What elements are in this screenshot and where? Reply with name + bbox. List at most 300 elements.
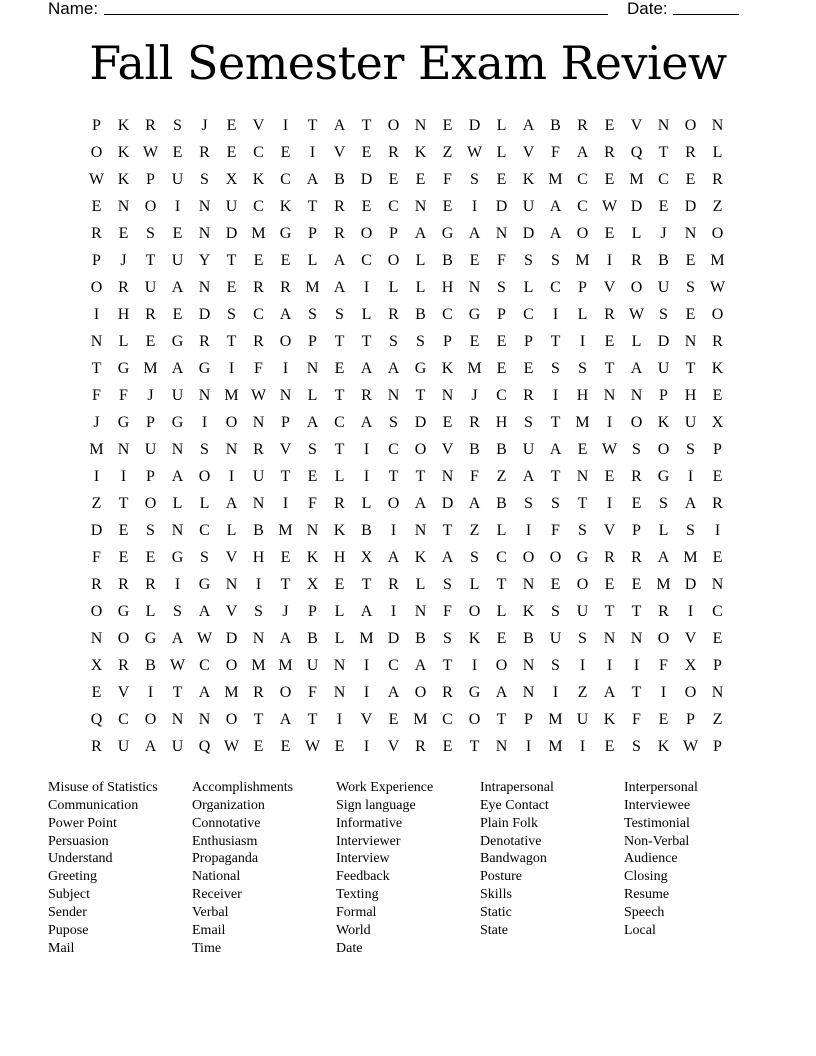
grid-letter[interactable]: I xyxy=(93,305,100,323)
grid-letter[interactable]: A xyxy=(522,116,535,134)
grid-letter[interactable]: I xyxy=(471,197,478,215)
grid-letter[interactable]: C xyxy=(712,602,723,620)
grid-letter[interactable]: E xyxy=(712,629,723,647)
grid-letter[interactable]: F xyxy=(551,143,560,161)
grid-letter[interactable]: L xyxy=(496,116,507,134)
grid-letter[interactable]: I xyxy=(579,332,586,350)
grid-letter[interactable]: T xyxy=(361,575,372,593)
grid-letter[interactable]: O xyxy=(495,656,508,674)
grid-letter[interactable]: W xyxy=(169,656,186,674)
grid-letter[interactable]: E xyxy=(604,224,615,242)
grid-letter[interactable]: A xyxy=(387,683,400,701)
grid-letter[interactable]: N xyxy=(522,656,535,674)
grid-letter[interactable]: R xyxy=(91,737,102,755)
grid-letter[interactable]: A xyxy=(198,683,211,701)
grid-letter[interactable]: O xyxy=(225,413,238,431)
grid-letter[interactable]: T xyxy=(550,467,561,485)
grid-letter[interactable]: A xyxy=(171,467,184,485)
grid-letter[interactable]: F xyxy=(308,683,317,701)
grid-letter[interactable]: X xyxy=(711,413,724,431)
grid-letter[interactable]: P xyxy=(713,440,722,458)
grid-letter[interactable]: I xyxy=(282,116,289,134)
grid-letter[interactable]: Z xyxy=(442,143,453,161)
grid-letter[interactable]: S xyxy=(551,656,560,674)
grid-letter[interactable]: G xyxy=(198,359,211,377)
grid-letter[interactable]: B xyxy=(523,629,534,647)
grid-letter[interactable]: T xyxy=(361,116,372,134)
grid-letter[interactable]: F xyxy=(659,656,668,674)
grid-letter[interactable]: A xyxy=(279,305,292,323)
grid-letter[interactable]: K xyxy=(657,737,670,755)
grid-letter[interactable]: L xyxy=(415,278,426,296)
grid-letter[interactable]: E xyxy=(604,737,615,755)
grid-letter[interactable]: P xyxy=(146,413,155,431)
grid-letter[interactable]: R xyxy=(604,143,615,161)
grid-letter[interactable]: N xyxy=(495,224,508,242)
grid-letter[interactable]: E xyxy=(334,737,345,755)
grid-letter[interactable]: S xyxy=(470,548,479,566)
grid-letter[interactable]: S xyxy=(524,413,533,431)
grid-letter[interactable]: E xyxy=(280,548,291,566)
grid-letter[interactable]: C xyxy=(253,305,264,323)
grid-letter[interactable]: L xyxy=(334,467,345,485)
grid-letter[interactable]: S xyxy=(416,332,425,350)
grid-letter[interactable]: T xyxy=(550,413,561,431)
grid-letter[interactable]: S xyxy=(200,548,209,566)
grid-letter[interactable]: N xyxy=(441,467,454,485)
grid-letter[interactable]: R xyxy=(253,440,264,458)
grid-letter[interactable]: J xyxy=(93,413,100,431)
grid-letter[interactable]: E xyxy=(523,359,534,377)
grid-letter[interactable]: R xyxy=(388,575,399,593)
grid-letter[interactable]: O xyxy=(657,629,670,647)
grid-letter[interactable]: S xyxy=(686,440,695,458)
grid-letter[interactable]: B xyxy=(253,521,264,539)
grid-letter[interactable]: C xyxy=(388,197,399,215)
grid-letter[interactable]: V xyxy=(441,440,454,458)
grid-letter[interactable]: T xyxy=(307,197,318,215)
grid-letter[interactable]: L xyxy=(523,278,534,296)
grid-letter[interactable]: V xyxy=(603,521,616,539)
grid-letter[interactable]: P xyxy=(389,224,398,242)
grid-letter[interactable]: S xyxy=(578,359,587,377)
grid-letter[interactable]: A xyxy=(657,548,670,566)
grid-letter[interactable]: I xyxy=(606,494,613,512)
grid-letter[interactable]: V xyxy=(603,278,616,296)
grid-letter[interactable]: S xyxy=(551,494,560,512)
grid-letter[interactable]: P xyxy=(578,278,587,296)
grid-letter[interactable]: V xyxy=(684,629,697,647)
grid-letter[interactable]: W xyxy=(628,305,645,323)
grid-letter[interactable]: L xyxy=(496,602,507,620)
grid-letter[interactable]: N xyxy=(657,116,670,134)
grid-letter[interactable]: R xyxy=(118,575,129,593)
grid-letter[interactable]: I xyxy=(363,278,370,296)
grid-letter[interactable]: M xyxy=(413,710,428,728)
grid-letter[interactable]: V xyxy=(252,116,265,134)
grid-letter[interactable]: I xyxy=(552,305,559,323)
grid-letter[interactable]: J xyxy=(282,602,289,620)
grid-letter[interactable]: Z xyxy=(577,683,588,701)
grid-letter[interactable]: R xyxy=(199,143,210,161)
grid-letter[interactable]: E xyxy=(469,332,480,350)
grid-letter[interactable]: A xyxy=(306,413,319,431)
grid-letter[interactable]: P xyxy=(281,413,290,431)
grid-letter[interactable]: G xyxy=(117,602,130,620)
grid-letter[interactable]: W xyxy=(466,143,483,161)
grid-letter[interactable]: B xyxy=(361,521,372,539)
grid-letter[interactable]: X xyxy=(360,548,373,566)
grid-letter[interactable]: T xyxy=(172,683,183,701)
grid-letter[interactable]: A xyxy=(198,602,211,620)
grid-letter[interactable]: O xyxy=(414,683,427,701)
grid-letter[interactable]: S xyxy=(146,521,155,539)
grid-letter[interactable]: N xyxy=(684,332,697,350)
grid-letter[interactable]: S xyxy=(659,494,668,512)
grid-letter[interactable]: N xyxy=(711,683,724,701)
grid-letter[interactable]: I xyxy=(147,683,154,701)
grid-letter[interactable]: U xyxy=(144,278,157,296)
grid-letter[interactable]: N xyxy=(630,386,643,404)
grid-letter[interactable]: E xyxy=(496,332,507,350)
grid-letter[interactable]: I xyxy=(363,737,370,755)
grid-letter[interactable]: S xyxy=(470,170,479,188)
grid-letter[interactable]: E xyxy=(172,305,183,323)
grid-letter[interactable]: E xyxy=(388,170,399,188)
grid-letter[interactable]: M xyxy=(548,170,563,188)
grid-letter[interactable]: M xyxy=(629,170,644,188)
grid-letter[interactable]: N xyxy=(495,737,508,755)
grid-letter[interactable]: O xyxy=(387,494,400,512)
grid-letter[interactable]: N xyxy=(252,629,265,647)
grid-letter[interactable]: T xyxy=(415,467,426,485)
grid-letter[interactable]: C xyxy=(442,305,453,323)
grid-letter[interactable]: A xyxy=(387,548,400,566)
grid-letter[interactable]: O xyxy=(711,305,724,323)
grid-letter[interactable]: T xyxy=(469,737,480,755)
grid-letter[interactable]: T xyxy=(658,143,669,161)
grid-letter[interactable]: R xyxy=(118,656,129,674)
grid-letter[interactable]: E xyxy=(334,575,345,593)
grid-letter[interactable]: E xyxy=(604,170,615,188)
grid-letter[interactable]: A xyxy=(549,224,562,242)
grid-letter[interactable]: M xyxy=(224,683,239,701)
grid-letter[interactable]: R xyxy=(145,575,156,593)
grid-letter[interactable]: U xyxy=(171,251,184,269)
grid-letter[interactable]: U xyxy=(117,737,130,755)
grid-letter[interactable]: O xyxy=(630,278,643,296)
grid-letter[interactable]: E xyxy=(253,251,264,269)
grid-letter[interactable]: U xyxy=(522,440,535,458)
date-blank-line[interactable] xyxy=(673,14,739,15)
grid-letter[interactable]: L xyxy=(307,251,318,269)
grid-letter[interactable]: A xyxy=(468,494,481,512)
grid-letter[interactable]: L xyxy=(199,494,210,512)
grid-letter[interactable]: I xyxy=(552,683,559,701)
grid-letter[interactable]: J xyxy=(471,386,478,404)
grid-letter[interactable]: J xyxy=(120,251,127,269)
grid-letter[interactable]: F xyxy=(254,359,263,377)
grid-letter[interactable]: N xyxy=(468,278,481,296)
grid-letter[interactable]: O xyxy=(549,548,562,566)
grid-letter[interactable]: E xyxy=(631,575,642,593)
grid-letter[interactable]: L xyxy=(334,602,345,620)
grid-letter[interactable]: P xyxy=(659,386,668,404)
grid-letter[interactable]: T xyxy=(604,359,615,377)
grid-letter[interactable]: K xyxy=(603,710,616,728)
grid-letter[interactable]: O xyxy=(225,710,238,728)
grid-letter[interactable]: E xyxy=(280,251,291,269)
grid-letter[interactable]: U xyxy=(171,386,184,404)
grid-letter[interactable]: A xyxy=(441,548,454,566)
grid-letter[interactable]: G xyxy=(144,629,157,647)
grid-letter[interactable]: F xyxy=(92,386,101,404)
grid-letter[interactable]: N xyxy=(90,629,103,647)
grid-letter[interactable]: R xyxy=(415,737,426,755)
grid-letter[interactable]: U xyxy=(549,629,562,647)
grid-letter[interactable]: H xyxy=(117,305,130,323)
grid-letter[interactable]: N xyxy=(603,629,616,647)
grid-letter[interactable]: E xyxy=(658,710,669,728)
grid-letter[interactable]: N xyxy=(333,683,346,701)
grid-letter[interactable]: K xyxy=(522,602,535,620)
grid-letter[interactable]: E xyxy=(226,278,237,296)
grid-letter[interactable]: S xyxy=(632,440,641,458)
grid-letter[interactable]: C xyxy=(577,170,588,188)
grid-letter[interactable]: S xyxy=(632,737,641,755)
grid-letter[interactable]: E xyxy=(226,143,237,161)
grid-letter[interactable]: M xyxy=(278,656,293,674)
grid-letter[interactable]: W xyxy=(196,629,213,647)
grid-letter[interactable]: R xyxy=(118,278,129,296)
grid-letter[interactable]: N xyxy=(198,197,211,215)
grid-letter[interactable]: R xyxy=(604,305,615,323)
grid-letter[interactable]: A xyxy=(495,683,508,701)
grid-letter[interactable]: R xyxy=(253,683,264,701)
grid-letter[interactable]: I xyxy=(606,656,613,674)
grid-letter[interactable]: H xyxy=(333,548,346,566)
grid-letter[interactable]: C xyxy=(388,656,399,674)
grid-letter[interactable]: C xyxy=(577,197,588,215)
grid-letter[interactable]: K xyxy=(468,629,481,647)
grid-letter[interactable]: A xyxy=(279,629,292,647)
grid-letter[interactable]: V xyxy=(117,683,130,701)
grid-letter[interactable]: T xyxy=(685,359,696,377)
grid-letter[interactable]: D xyxy=(441,494,454,512)
grid-letter[interactable]: A xyxy=(360,359,373,377)
grid-letter[interactable]: I xyxy=(174,197,181,215)
grid-letter[interactable]: P xyxy=(524,332,533,350)
grid-letter[interactable]: F xyxy=(443,602,452,620)
grid-letter[interactable]: E xyxy=(604,332,615,350)
grid-letter[interactable]: I xyxy=(714,521,721,539)
grid-letter[interactable]: A xyxy=(576,143,589,161)
grid-letter[interactable]: E xyxy=(280,737,291,755)
grid-letter[interactable]: S xyxy=(200,170,209,188)
grid-letter[interactable]: I xyxy=(228,359,235,377)
grid-letter[interactable]: P xyxy=(713,656,722,674)
grid-letter[interactable]: A xyxy=(171,359,184,377)
grid-letter[interactable]: L xyxy=(334,629,345,647)
grid-letter[interactable]: N xyxy=(225,575,238,593)
grid-letter[interactable]: S xyxy=(659,305,668,323)
grid-letter[interactable]: E xyxy=(172,143,183,161)
grid-letter[interactable]: W xyxy=(601,440,618,458)
grid-letter[interactable]: L xyxy=(415,251,426,269)
grid-letter[interactable]: I xyxy=(687,602,694,620)
grid-letter[interactable]: N xyxy=(117,197,130,215)
grid-letter[interactable]: C xyxy=(550,278,561,296)
grid-letter[interactable]: N xyxy=(90,332,103,350)
grid-letter[interactable]: O xyxy=(711,224,724,242)
grid-letter[interactable]: T xyxy=(496,575,507,593)
grid-letter[interactable]: H xyxy=(495,413,508,431)
grid-letter[interactable]: I xyxy=(687,467,694,485)
grid-letter[interactable]: O xyxy=(684,683,697,701)
grid-letter[interactable]: G xyxy=(468,305,481,323)
grid-letter[interactable]: E xyxy=(604,467,615,485)
grid-letter[interactable]: N xyxy=(711,575,724,593)
grid-letter[interactable]: M xyxy=(278,521,293,539)
grid-letter[interactable]: C xyxy=(280,170,291,188)
grid-letter[interactable]: L xyxy=(496,143,507,161)
grid-letter[interactable]: E xyxy=(685,251,696,269)
grid-letter[interactable]: G xyxy=(657,467,670,485)
grid-letter[interactable]: G xyxy=(198,575,211,593)
grid-letter[interactable]: A xyxy=(549,197,562,215)
grid-letter[interactable]: P xyxy=(146,467,155,485)
grid-letter[interactable]: K xyxy=(117,143,130,161)
grid-letter[interactable]: I xyxy=(309,143,316,161)
grid-letter[interactable]: R xyxy=(253,278,264,296)
grid-letter[interactable]: S xyxy=(686,521,695,539)
grid-letter[interactable]: T xyxy=(442,656,453,674)
grid-letter[interactable]: L xyxy=(226,521,237,539)
grid-letter[interactable]: J xyxy=(147,386,154,404)
grid-letter[interactable]: R xyxy=(253,332,264,350)
grid-letter[interactable]: I xyxy=(606,413,613,431)
grid-letter[interactable]: E xyxy=(496,629,507,647)
grid-letter[interactable]: L xyxy=(415,575,426,593)
grid-letter[interactable]: T xyxy=(118,494,129,512)
grid-letter[interactable]: O xyxy=(387,116,400,134)
grid-letter[interactable]: X xyxy=(306,575,319,593)
grid-letter[interactable]: P xyxy=(524,710,533,728)
grid-letter[interactable]: D xyxy=(360,170,373,188)
grid-letter[interactable]: I xyxy=(201,413,208,431)
grid-letter[interactable]: K xyxy=(117,170,130,188)
grid-letter[interactable]: V xyxy=(360,710,373,728)
grid-letter[interactable]: R xyxy=(91,224,102,242)
grid-letter[interactable]: R xyxy=(658,602,669,620)
grid-letter[interactable]: T xyxy=(253,710,264,728)
grid-letter[interactable]: N xyxy=(603,386,616,404)
grid-letter[interactable]: D xyxy=(90,521,103,539)
grid-letter[interactable]: B xyxy=(307,629,318,647)
grid-letter[interactable]: N xyxy=(306,359,319,377)
grid-letter[interactable]: O xyxy=(684,116,697,134)
grid-letter[interactable]: L xyxy=(496,521,507,539)
grid-letter[interactable]: E xyxy=(442,197,453,215)
grid-letter[interactable]: S xyxy=(254,602,263,620)
grid-letter[interactable]: A xyxy=(414,494,427,512)
grid-letter[interactable]: C xyxy=(253,143,264,161)
grid-letter[interactable]: I xyxy=(525,521,532,539)
grid-letter[interactable]: O xyxy=(90,143,103,161)
grid-letter[interactable]: R xyxy=(361,386,372,404)
grid-letter[interactable]: S xyxy=(443,629,452,647)
grid-letter[interactable]: O xyxy=(144,710,157,728)
grid-letter[interactable]: R xyxy=(469,413,480,431)
grid-letter[interactable]: I xyxy=(120,467,127,485)
grid-letter[interactable]: T xyxy=(361,332,372,350)
grid-letter[interactable]: N xyxy=(414,521,427,539)
grid-letter[interactable]: I xyxy=(606,251,613,269)
grid-letter[interactable]: N xyxy=(414,197,427,215)
grid-letter[interactable]: B xyxy=(415,305,426,323)
grid-letter[interactable]: X xyxy=(225,170,238,188)
grid-letter[interactable]: K xyxy=(333,521,346,539)
grid-letter[interactable]: B xyxy=(415,629,426,647)
grid-letter[interactable]: I xyxy=(633,656,640,674)
grid-letter[interactable]: E xyxy=(253,737,264,755)
grid-letter[interactable]: L xyxy=(577,305,588,323)
grid-letter[interactable]: P xyxy=(308,224,317,242)
grid-letter[interactable]: D xyxy=(657,332,670,350)
grid-letter[interactable]: P xyxy=(92,116,101,134)
grid-letter[interactable]: H xyxy=(441,278,454,296)
grid-letter[interactable]: V xyxy=(522,143,535,161)
grid-letter[interactable]: N xyxy=(522,683,535,701)
grid-letter[interactable]: G xyxy=(279,224,292,242)
grid-letter[interactable]: N xyxy=(198,386,211,404)
grid-letter[interactable]: Q xyxy=(90,710,103,728)
grid-letter[interactable]: T xyxy=(631,683,642,701)
grid-letter[interactable]: S xyxy=(686,278,695,296)
grid-letter[interactable]: T xyxy=(226,251,237,269)
grid-letter[interactable]: S xyxy=(578,521,587,539)
grid-letter[interactable]: W xyxy=(682,737,699,755)
grid-letter[interactable]: O xyxy=(657,440,670,458)
grid-letter[interactable]: N xyxy=(252,494,265,512)
grid-letter[interactable]: C xyxy=(253,197,264,215)
grid-letter[interactable]: V xyxy=(225,602,238,620)
grid-letter[interactable]: W xyxy=(304,737,321,755)
grid-letter[interactable]: N xyxy=(387,386,400,404)
grid-letter[interactable]: R xyxy=(334,224,345,242)
grid-letter[interactable]: A xyxy=(630,359,643,377)
grid-letter[interactable]: R xyxy=(712,332,723,350)
grid-letter[interactable]: L xyxy=(145,602,156,620)
grid-letter[interactable]: S xyxy=(524,251,533,269)
grid-letter[interactable]: L xyxy=(658,521,669,539)
grid-letter[interactable]: C xyxy=(199,656,210,674)
name-blank-line[interactable] xyxy=(104,14,608,15)
grid-letter[interactable]: L xyxy=(172,494,183,512)
grid-letter[interactable]: R xyxy=(388,143,399,161)
grid-letter[interactable]: B xyxy=(496,494,507,512)
grid-letter[interactable]: Z xyxy=(469,521,480,539)
grid-letter[interactable]: P xyxy=(686,710,695,728)
grid-letter[interactable]: K xyxy=(711,359,724,377)
grid-letter[interactable]: N xyxy=(441,386,454,404)
grid-letter[interactable]: A xyxy=(144,737,157,755)
grid-letter[interactable]: T xyxy=(631,602,642,620)
grid-letter[interactable]: E xyxy=(496,170,507,188)
grid-letter[interactable]: I xyxy=(579,656,586,674)
grid-letter[interactable]: R xyxy=(712,170,723,188)
grid-letter[interactable]: C xyxy=(199,521,210,539)
